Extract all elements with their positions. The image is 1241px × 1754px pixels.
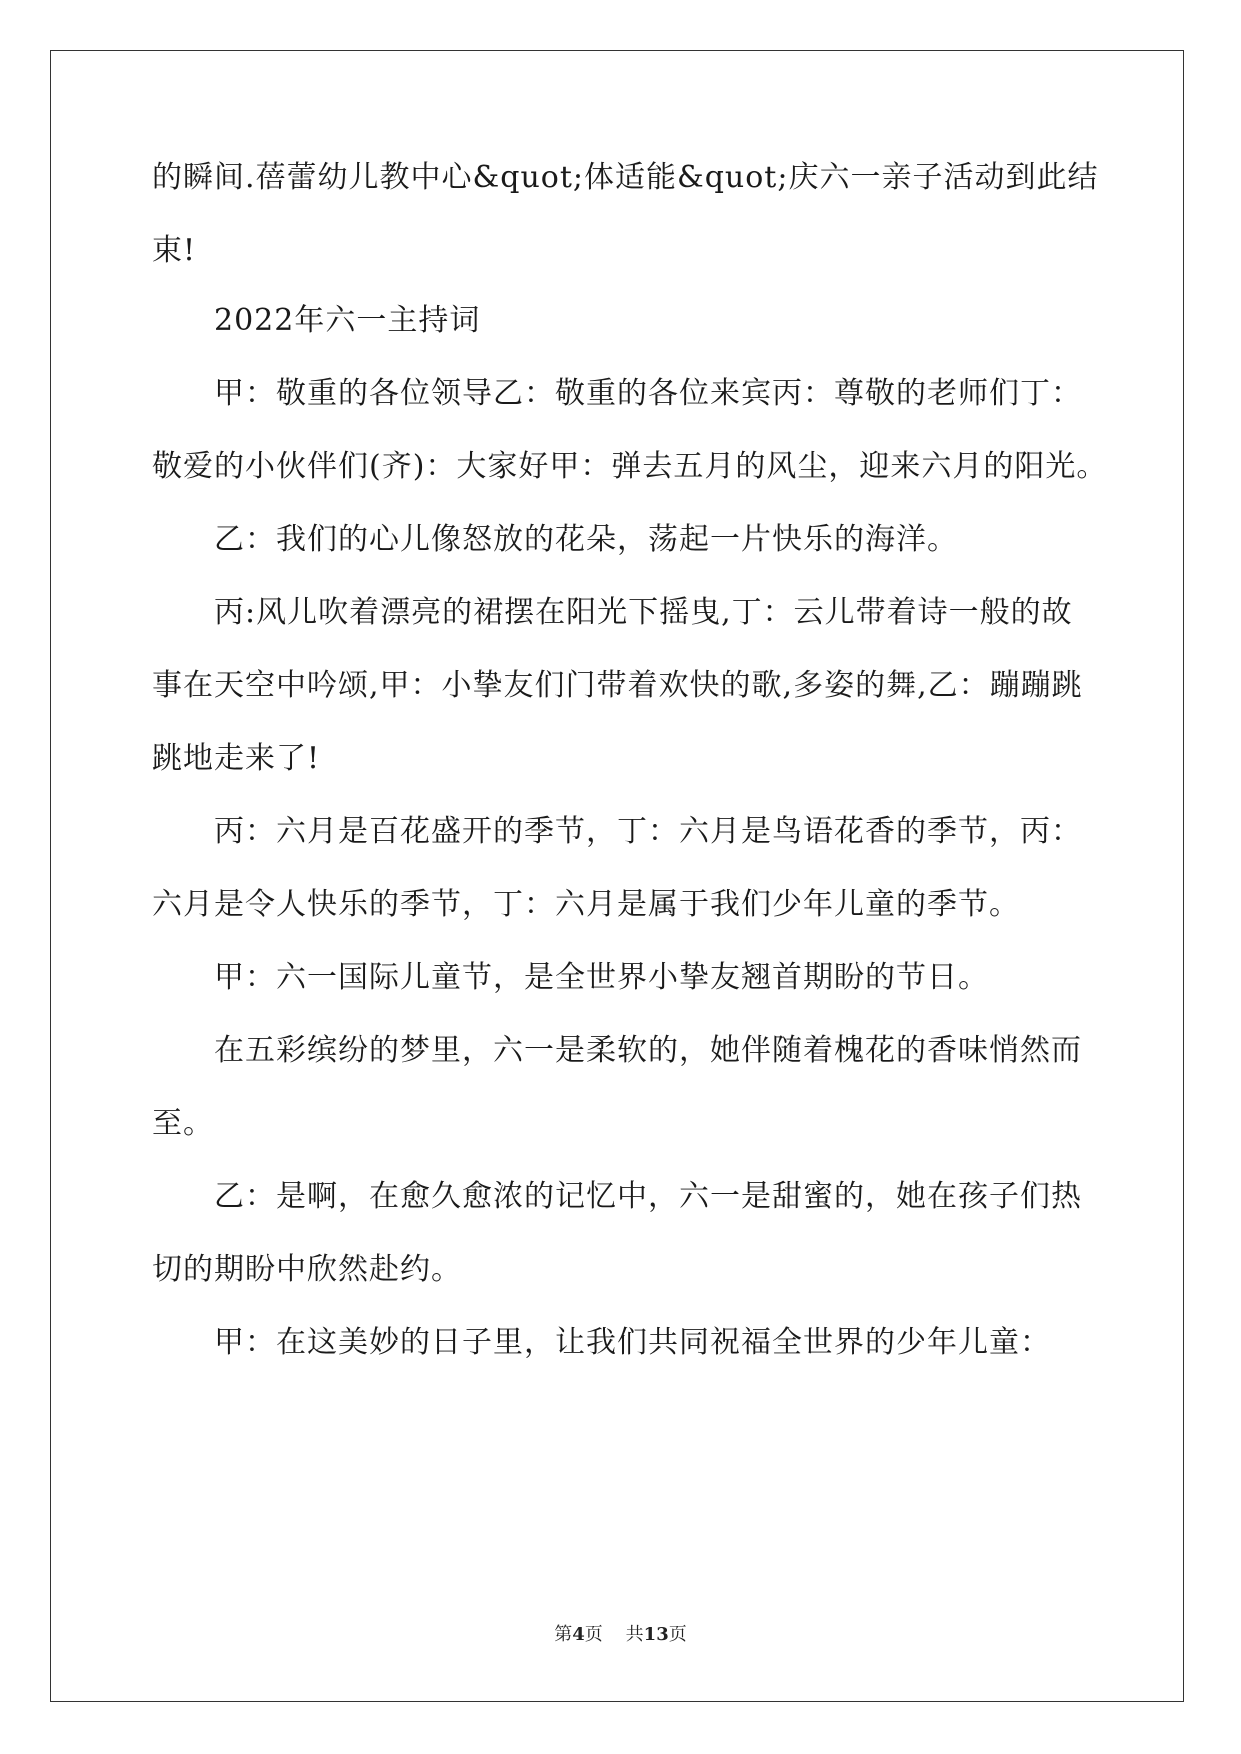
footer-total-prefix: 共 xyxy=(625,1624,644,1645)
text-line: 甲：六一国际儿童节，是全世界小挚友翘首期盼的节日。 xyxy=(214,960,989,995)
text-line: 敬爱的小伙伴们(齐)：大家好甲：弹去五月的风尘，迎来六月的阳光。 xyxy=(152,449,1108,484)
text-line: 丙：六月是百花盛开的季节，丁：六月是鸟语花香的季节，丙： xyxy=(214,814,1082,849)
page-border xyxy=(50,50,1184,1702)
text-line: 切的期盼中欣然赴约。 xyxy=(152,1252,462,1287)
text-line: 丙:风儿吹着漂亮的裙摆在阳光下摇曳,丁：云儿带着诗一般的故 xyxy=(214,595,1073,630)
text-line: 在五彩缤纷的梦里，六一是柔软的，她伴随着槐花的香味悄然而 xyxy=(214,1033,1082,1068)
page-footer xyxy=(0,1620,1241,1646)
text-line: 六月是令人快乐的季节，丁：六月是属于我们少年儿童的季节。 xyxy=(152,887,1020,922)
footer-total-unit: 页 xyxy=(668,1624,687,1645)
footer-prefix: 第 xyxy=(554,1624,573,1645)
page-number: 4 xyxy=(572,1624,585,1645)
text-line: 乙：我们的心儿像怒放的花朵，荡起一片快乐的海洋。 xyxy=(214,522,958,557)
text-line: 至。 xyxy=(152,1106,214,1141)
text-line: 事在天空中吟颂,甲：小挚友们门带着欢快的歌,多姿的舞,乙：蹦蹦跳 xyxy=(152,668,1083,703)
subtitle: 2022年六一主持词 xyxy=(214,303,481,338)
text-line: 乙：是啊，在愈久愈浓的记忆中，六一是甜蜜的，她在孩子们热 xyxy=(214,1179,1082,1214)
footer-page-unit: 页 xyxy=(584,1624,603,1645)
text-line: 束! xyxy=(152,233,197,268)
text-line: 的瞬间.蓓蕾幼儿教中心&quot;体适能&quot;庆六一亲子活动到此结 xyxy=(152,160,1099,195)
text-line: 甲：在这美妙的日子里，让我们共同祝福全世界的少年儿童： xyxy=(214,1325,1051,1360)
text-line: 甲：敬重的各位领导乙：敬重的各位来宾丙：尊敬的老师们丁： xyxy=(214,376,1082,411)
text-line: 跳地走来了! xyxy=(152,741,321,776)
total-pages: 13 xyxy=(643,1624,669,1645)
